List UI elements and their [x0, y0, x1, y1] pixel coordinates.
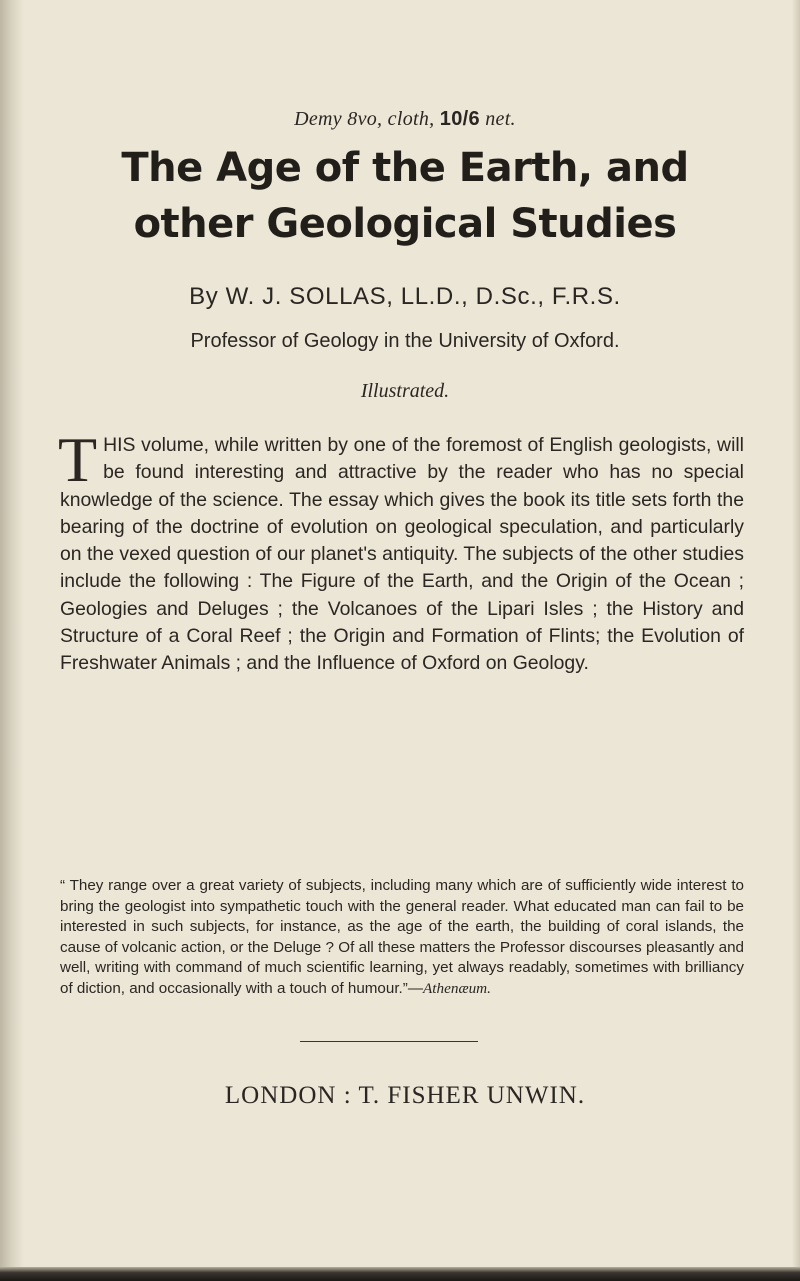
illustrated-note: Illustrated. — [360, 380, 450, 402]
page-bottom-edge — [0, 1267, 800, 1281]
review-source: Athenæum. — [423, 979, 491, 997]
net-label: net. — [485, 108, 516, 130]
price-value: 10/6 — [439, 108, 480, 130]
review-text: “ They range over a great variety of subjects, including many which are of sufficiently wide interest to bring the geologist into sympathetic touch with the general reader. What educated man can fail to be interested in such subjects, for instance, as the age of the earth, the building of coral islands, the cause of volcanic action, or the Deluge ? Of all these matters the Professor discourses pleasantly and well, writing with command of much scientific learning, yet always readably, sometimes with brilliancy of diction, and occasionally with a touch of humour.”— — [60, 877, 744, 997]
author-line: By W. J. SOLLAS, LL.D., D.Sc., F.R.S. — [189, 283, 621, 310]
book-title — [60, 140, 750, 252]
divider-rule — [300, 1041, 478, 1042]
author-affiliation: Professor of Geology in the University of Oxford. — [190, 330, 620, 352]
title-line-2: other Geological Studies — [133, 201, 677, 247]
format-text: Demy 8vo, cloth, — [294, 108, 435, 130]
publisher-imprint: LONDON : T. FISHER UNWIN. — [224, 1082, 586, 1109]
book-description — [58, 424, 744, 678]
price-line — [60, 108, 750, 131]
description-text: HIS volume, while written by one of the foremost of English geologists, will be found interesting and attractive by the reader who has no special knowledge of the science. The essay which gives the book its title sets forth the bearing of the doctrine of evolution on geological speculation, and particularly on the vexed question of our planet's antiquity. The subjects of the other studies include the following : The Figure of the Earth, and the Origin of the Ocean ; Geologies and Deluges ; the Volcanoes of the Lipari Isles ; the History and Structure of a Coral Reef ; the Origin and Formation of Flints; the Evolution of Freshwater Animals ; and the Influence of Oxford on Geology. — [60, 434, 744, 675]
drop-cap: T — [58, 424, 98, 495]
review-quote — [60, 876, 744, 1000]
title-line-1: The Age of the Earth, and — [121, 145, 689, 191]
page-edge-shadow — [792, 0, 800, 1281]
page-gutter-shadow — [0, 0, 24, 1281]
